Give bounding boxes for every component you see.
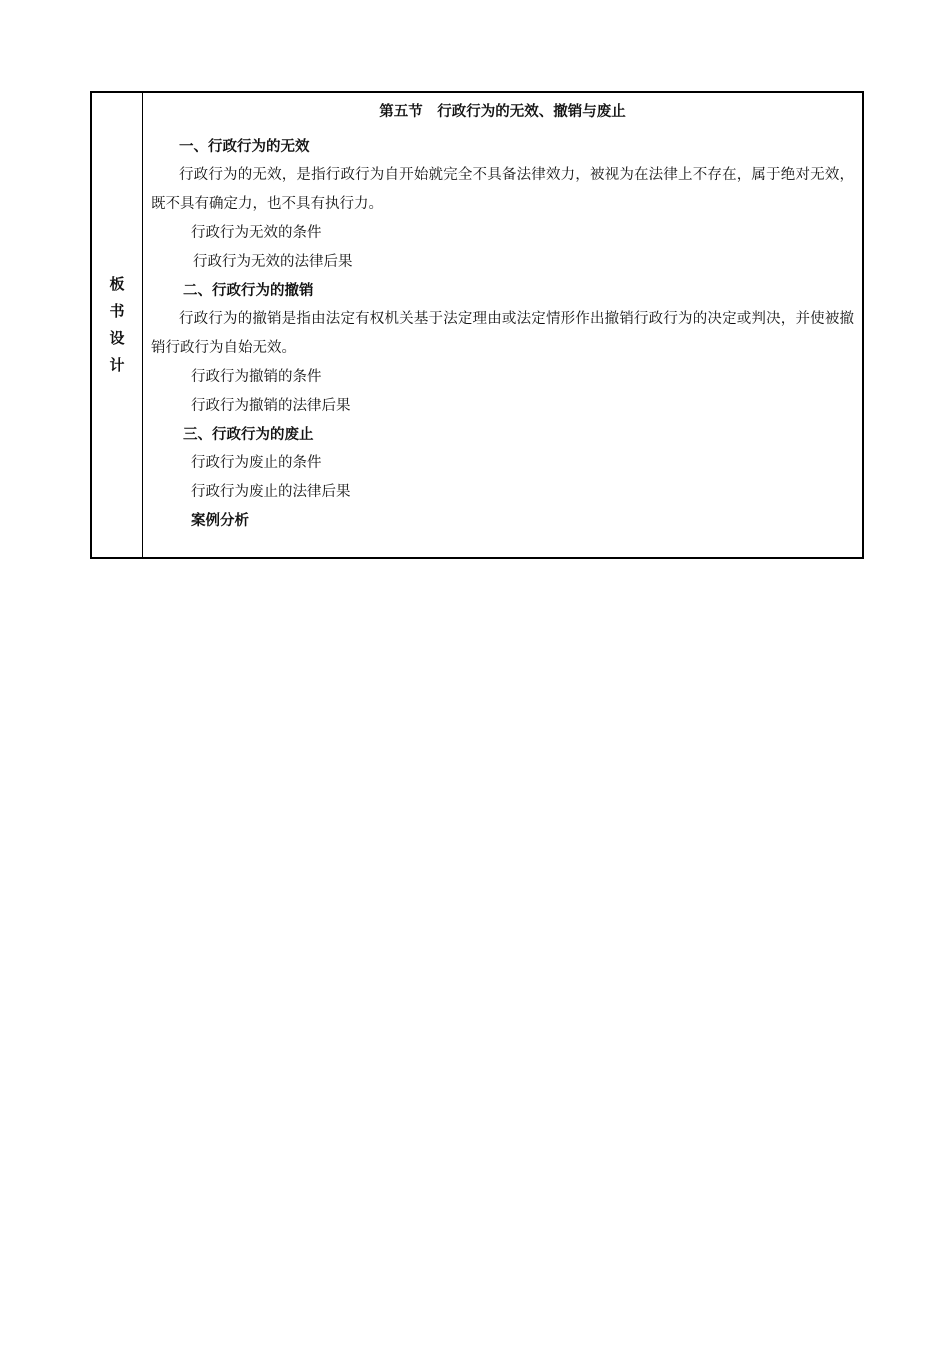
board-content-cell — [143, 93, 862, 557]
paragraph-invalid: 行政行为的无效，是指行政行为自开始就完全不具备法律效力，被视为在法律上不存在，属于绝对无效，既不具有确定力，也不具有执行力。 — [151, 167, 854, 212]
board-label-cell — [92, 93, 143, 557]
heading-revocation: 二、行政行为的撤销 — [183, 283, 314, 299]
item-revocation-consequences: 行政行为撤销的法律后果 — [191, 398, 351, 414]
paragraph-revocation: 行政行为的撤销是指由法定有权机关基于法定理由或法定情形作出撤销行政行为的决定或判决，并使被撤销行政行为自始无效。 — [151, 311, 854, 356]
item-revocation-conditions: 行政行为撤销的条件 — [191, 369, 322, 385]
item-invalid-conditions: 行政行为无效的条件 — [191, 225, 322, 241]
board-label: 板书设计 — [109, 275, 125, 374]
heading-invalid: 一、行政行为的无效 — [179, 139, 310, 155]
case-analysis-heading: 案例分析 — [191, 513, 249, 529]
section-title: 第五节 行政行为的无效、撤销与废止 — [379, 104, 626, 120]
heading-abolition: 三、行政行为的废止 — [183, 427, 314, 443]
board-design-table — [90, 91, 864, 559]
item-abolition-conditions: 行政行为废止的条件 — [191, 455, 322, 471]
item-invalid-consequences: 行政行为无效的法律后果 — [193, 254, 353, 270]
item-abolition-consequences: 行政行为废止的法律后果 — [191, 484, 351, 500]
